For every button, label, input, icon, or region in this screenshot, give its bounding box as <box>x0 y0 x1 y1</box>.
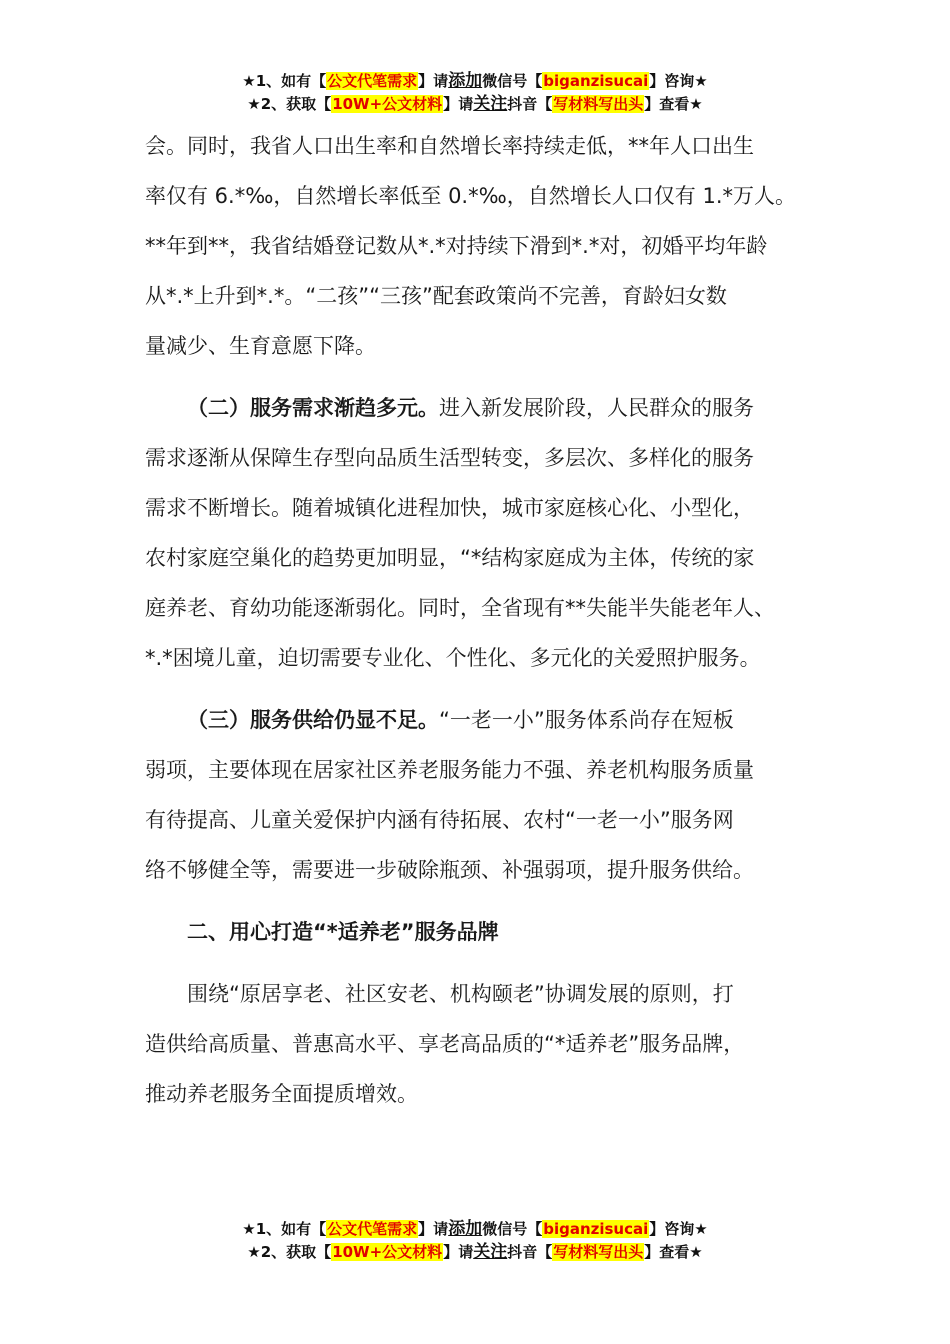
text-line: 络不够健全等，需要进一步破除瓶颈、补强弱项，提升服务供给。 <box>145 858 754 882</box>
paragraph-service-supply <box>145 695 825 895</box>
banner-line-1 <box>0 70 950 93</box>
text-line: 需求不断增长。随着城镇化进程加快，城市家庭核心化、小型化， <box>145 496 754 520</box>
section-heading <box>145 907 825 957</box>
text-line: 率仅有 6.*‰，自然增长率低至 0.*‰，自然增长人口仅有 1.*万人。 <box>145 184 796 208</box>
banner-line-2 <box>0 93 950 116</box>
highlight-materials: 10W+公文材料 <box>332 1243 443 1261</box>
banner-text: 抖音【 <box>507 95 553 113</box>
text-run: “一老一小”服务体系尚存在短板 <box>439 708 734 732</box>
banner-text: 微信号【 <box>482 1220 543 1238</box>
text-line: 推动养老服务全面提质增效。 <box>145 1082 418 1106</box>
text-line: 弱项，主要体现在居家社区养老服务能力不强、养老机构服务质量 <box>145 758 754 782</box>
banner-text: 】请 <box>418 1220 449 1238</box>
text-line: **年到**，我省结婚登记数从*.*对持续下滑到*.*对，初婚平均年龄 <box>145 234 768 258</box>
heading-text: 二、用心打造“*适养老”服务品牌 <box>187 920 499 944</box>
document-body <box>145 121 825 1119</box>
text-line: 需求逐渐从保障生存型向品质生活型转变，多层次、多样化的服务 <box>145 446 754 470</box>
banner-text: ★1、如有【 <box>242 1220 327 1238</box>
text-line: 庭养老、育幼功能逐渐弱化。同时，全省现有**失能半失能老年人、 <box>145 596 775 620</box>
text-line <box>145 383 825 433</box>
banner-text: 】请 <box>418 72 449 90</box>
banner-text: 微信号【 <box>482 72 543 90</box>
banner-text: ★2、获取【 <box>247 95 332 113</box>
paragraph-lead: （三）服务供给仍显不足。 <box>187 708 439 732</box>
banner-text: 】咨询★ <box>649 72 708 90</box>
banner-text: ★2、获取【 <box>247 1243 332 1261</box>
header-banner <box>0 70 950 116</box>
footer-banner <box>0 1218 950 1264</box>
text-line: 造供给高质量、普惠高水平、享老高品质的“*适养老”服务品牌， <box>145 1032 745 1056</box>
text-line: 农村家庭空巢化的趋势更加明显，“*结构家庭成为主体，传统的家 <box>145 546 755 570</box>
banner-text: 抖音【 <box>507 1243 553 1261</box>
highlight-douyin-account: 写材料写出头 <box>553 95 644 113</box>
text-line: *.*困境儿童，迫切需要专业化、个性化、多元化的关爱照护服务。 <box>145 646 761 670</box>
text-run: 进入新发展阶段，人民群众的服务 <box>439 396 754 420</box>
text-line <box>145 695 825 745</box>
text-line: 围绕“原居享老、社区安老、机构颐老”协调发展的原则，打 <box>187 982 734 1006</box>
banner-text: ★1、如有【 <box>242 72 327 90</box>
highlight-douyin-account: 写材料写出头 <box>553 1243 644 1261</box>
banner-underline: 关注 <box>473 94 508 114</box>
banner-text: 】请 <box>443 1243 474 1261</box>
highlight-wechat-id: biganzisucai <box>543 72 649 90</box>
text-line: 从*.*上升到*.*。“二孩”“三孩”配套政策尚不完善，育龄妇女数 <box>145 284 727 308</box>
paragraph-population <box>145 121 825 371</box>
banner-underline: 添加 <box>448 1219 483 1239</box>
banner-underline: 添加 <box>448 71 483 91</box>
paragraph-elderly-brand <box>145 969 825 1119</box>
banner-line-2 <box>0 1241 950 1264</box>
banner-text: 】咨询★ <box>649 1220 708 1238</box>
banner-line-1 <box>0 1218 950 1241</box>
paragraph-service-demand <box>145 383 825 683</box>
banner-underline: 关注 <box>473 1242 508 1262</box>
highlight-materials: 10W+公文材料 <box>332 95 443 113</box>
highlight-wechat-id: biganzisucai <box>543 1220 649 1238</box>
banner-text: 】查看★ <box>644 1243 703 1261</box>
highlight-service: 公文代笔需求 <box>327 1220 418 1238</box>
text-line: 有待提高、儿童关爱保护内涵有待拓展、农村“一老一小”服务网 <box>145 808 734 832</box>
banner-text: 】查看★ <box>644 95 703 113</box>
highlight-service: 公文代笔需求 <box>327 72 418 90</box>
text-line: 会。同时，我省人口出生率和自然增长率持续走低，**年人口出生 <box>145 134 754 158</box>
banner-text: 】请 <box>443 95 474 113</box>
paragraph-lead: （二）服务需求渐趋多元。 <box>187 396 439 420</box>
text-line: 量减少、生育意愿下降。 <box>145 334 376 358</box>
